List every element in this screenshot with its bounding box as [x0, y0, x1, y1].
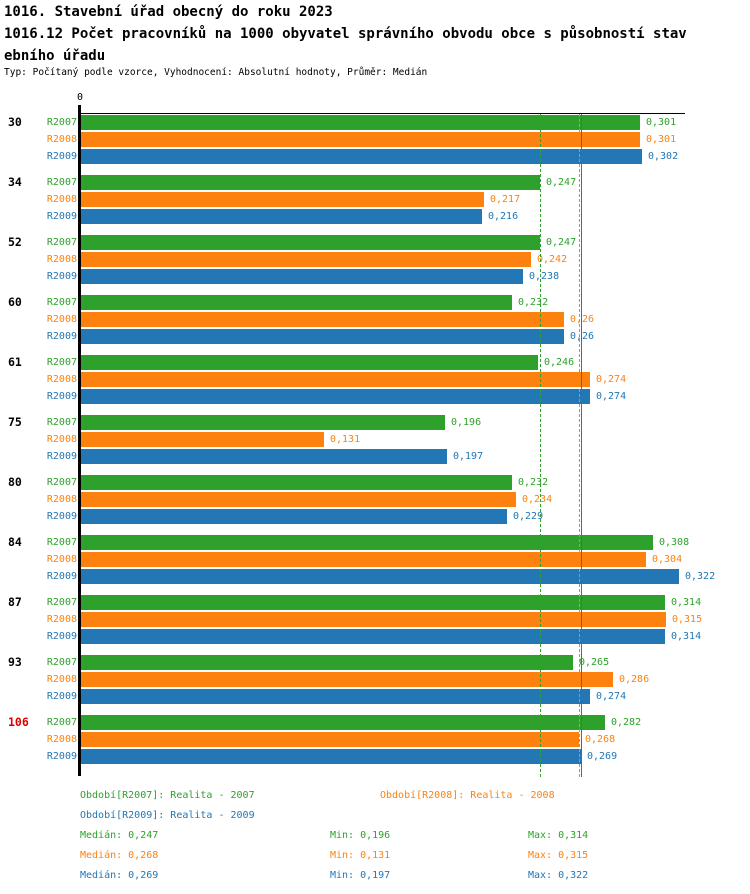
bar-34-r2007: [81, 175, 540, 190]
bar-value-label: 0,274: [596, 374, 627, 385]
bar-52-r2009: [81, 269, 523, 284]
row-label-r2009: R2009: [46, 691, 77, 702]
bar-52-r2007: [81, 235, 540, 250]
bar-84-r2009: [81, 569, 679, 584]
row-label-r2008: R2008: [46, 254, 77, 265]
row-label-r2009: R2009: [46, 511, 77, 522]
group-label-84: 84: [8, 535, 22, 549]
legend-median-r2007: Medián: 0,247: [80, 830, 159, 841]
bar-80-r2008: [81, 492, 516, 507]
row-label-r2007: R2007: [46, 357, 77, 368]
bar-52-r2008: [81, 252, 531, 267]
legend-min-r2009: Min: 0,197: [330, 870, 391, 881]
row-label-r2008: R2008: [46, 614, 77, 625]
row-label-r2007: R2007: [46, 657, 77, 668]
row-label-r2008: R2008: [46, 194, 77, 205]
bar-value-label: 0,238: [529, 271, 560, 282]
bar-value-label: 0,282: [611, 717, 642, 728]
bar-value-label: 0,242: [537, 254, 568, 265]
bar-30-r2007: [81, 115, 640, 130]
bar-61-r2009: [81, 389, 590, 404]
bar-value-label: 0,315: [672, 614, 703, 625]
bar-value-label: 0,26: [570, 331, 595, 342]
group-label-30: 30: [8, 115, 22, 129]
group-label-52: 52: [8, 235, 22, 249]
bar-60-r2009: [81, 329, 564, 344]
bar-106-r2009: [81, 749, 581, 764]
x-axis-topline: [81, 113, 685, 114]
row-label-r2008: R2008: [46, 434, 77, 445]
bar-value-label: 0,304: [652, 554, 683, 565]
bar-value-label: 0,197: [453, 451, 484, 462]
group-label-87: 87: [8, 595, 22, 609]
bar-value-label: 0,265: [579, 657, 610, 668]
row-label-r2007: R2007: [46, 597, 77, 608]
row-label-r2008: R2008: [46, 674, 77, 685]
bar-value-label: 0,26: [570, 314, 595, 325]
bar-value-label: 0,229: [513, 511, 544, 522]
bar-87-r2009: [81, 629, 665, 644]
bar-value-label: 0,131: [330, 434, 361, 445]
bar-value-label: 0,269: [587, 751, 618, 762]
axis-origin-label: 0: [76, 92, 84, 103]
group-label-75: 75: [8, 415, 22, 429]
bar-75-r2008: [81, 432, 324, 447]
bar-value-label: 0,308: [659, 537, 690, 548]
legend-median-r2009: Medián: 0,269: [80, 870, 159, 881]
row-label-r2008: R2008: [46, 554, 77, 565]
bar-30-r2009: [81, 149, 642, 164]
row-label-r2009: R2009: [46, 151, 77, 162]
group-label-34: 34: [8, 175, 22, 189]
bar-value-label: 0,232: [518, 477, 549, 488]
bar-75-r2007: [81, 415, 445, 430]
row-label-r2007: R2007: [46, 537, 77, 548]
bar-value-label: 0,232: [518, 297, 549, 308]
page-title: 1016. Stavební úřad obecný do roku 2023: [4, 4, 333, 20]
row-label-r2009: R2009: [46, 751, 77, 762]
page-subtitle-line1: 1016.12 Počet pracovníků na 1000 obyvatel správního obvodu obce s působností stav: [4, 26, 687, 42]
legend-period-r2009: Období[R2009]: Realita - 2009: [80, 810, 255, 821]
row-label-r2007: R2007: [46, 177, 77, 188]
group-label-61: 61: [8, 355, 22, 369]
chart-meta-line: Typ: Počítaný podle vzorce, Vyhodnocení: Absolutní hodnoty, Průměr: Medián: [4, 67, 428, 78]
bar-value-label: 0,247: [546, 177, 577, 188]
legend-min-r2007: Min: 0,196: [330, 830, 391, 841]
bar-value-label: 0,274: [596, 691, 627, 702]
row-label-r2007: R2007: [46, 417, 77, 428]
bar-80-r2009: [81, 509, 507, 524]
row-label-r2009: R2009: [46, 631, 77, 642]
group-label-60: 60: [8, 295, 22, 309]
bar-30-r2008: [81, 132, 640, 147]
row-label-r2009: R2009: [46, 451, 77, 462]
legend-max-r2008: Max: 0,315: [528, 850, 589, 861]
row-label-r2009: R2009: [46, 391, 77, 402]
bar-value-label: 0,246: [544, 357, 575, 368]
group-label-93: 93: [8, 655, 22, 669]
bar-93-r2008: [81, 672, 613, 687]
median-line-r2009: [581, 114, 582, 777]
bar-75-r2009: [81, 449, 447, 464]
bar-value-label: 0,301: [646, 117, 677, 128]
bar-value-label: 0,322: [685, 571, 716, 582]
bar-61-r2007: [81, 355, 538, 370]
bar-93-r2009: [81, 689, 590, 704]
bar-value-label: 0,301: [646, 134, 677, 145]
bar-80-r2007: [81, 475, 512, 490]
legend-median-r2008: Medián: 0,268: [80, 850, 159, 861]
bar-value-label: 0,217: [490, 194, 521, 205]
row-label-r2007: R2007: [46, 297, 77, 308]
bar-value-label: 0,268: [585, 734, 616, 745]
row-label-r2008: R2008: [46, 494, 77, 505]
bar-value-label: 0,302: [648, 151, 679, 162]
group-label-80: 80: [8, 475, 22, 489]
row-label-r2007: R2007: [46, 717, 77, 728]
bar-93-r2007: [81, 655, 573, 670]
row-label-r2008: R2008: [46, 314, 77, 325]
bar-value-label: 0,216: [488, 211, 519, 222]
row-label-r2008: R2008: [46, 134, 77, 145]
row-label-r2007: R2007: [46, 477, 77, 488]
row-label-r2009: R2009: [46, 271, 77, 282]
legend-max-r2007: Max: 0,314: [528, 830, 589, 841]
bar-value-label: 0,314: [671, 597, 702, 608]
bar-60-r2007: [81, 295, 512, 310]
row-label-r2008: R2008: [46, 734, 77, 745]
row-label-r2007: R2007: [46, 117, 77, 128]
row-label-r2008: R2008: [46, 374, 77, 385]
legend-max-r2009: Max: 0,322: [528, 870, 589, 881]
row-label-r2007: R2007: [46, 237, 77, 248]
row-label-r2009: R2009: [46, 211, 77, 222]
bar-value-label: 0,247: [546, 237, 577, 248]
row-label-r2009: R2009: [46, 571, 77, 582]
bar-value-label: 0,274: [596, 391, 627, 402]
bar-87-r2007: [81, 595, 665, 610]
bar-34-r2009: [81, 209, 482, 224]
median-line-r2008: [579, 114, 580, 777]
legend-min-r2008: Min: 0,131: [330, 850, 391, 861]
bar-84-r2007: [81, 535, 653, 550]
bar-value-label: 0,234: [522, 494, 553, 505]
bar-84-r2008: [81, 552, 646, 567]
bar-60-r2008: [81, 312, 564, 327]
group-label-106: 106: [8, 715, 29, 729]
bar-34-r2008: [81, 192, 484, 207]
bar-106-r2008: [81, 732, 579, 747]
median-line-r2007: [540, 114, 541, 777]
legend-period-r2008: Období[R2008]: Realita - 2008: [380, 790, 555, 801]
bar-61-r2008: [81, 372, 590, 387]
bar-value-label: 0,286: [619, 674, 650, 685]
bar-value-label: 0,314: [671, 631, 702, 642]
legend-period-r2007: Období[R2007]: Realita - 2007: [80, 790, 255, 801]
bar-106-r2007: [81, 715, 605, 730]
page-subtitle-line2: ebního úřadu: [4, 48, 106, 64]
bar-value-label: 0,196: [451, 417, 482, 428]
row-label-r2009: R2009: [46, 331, 77, 342]
